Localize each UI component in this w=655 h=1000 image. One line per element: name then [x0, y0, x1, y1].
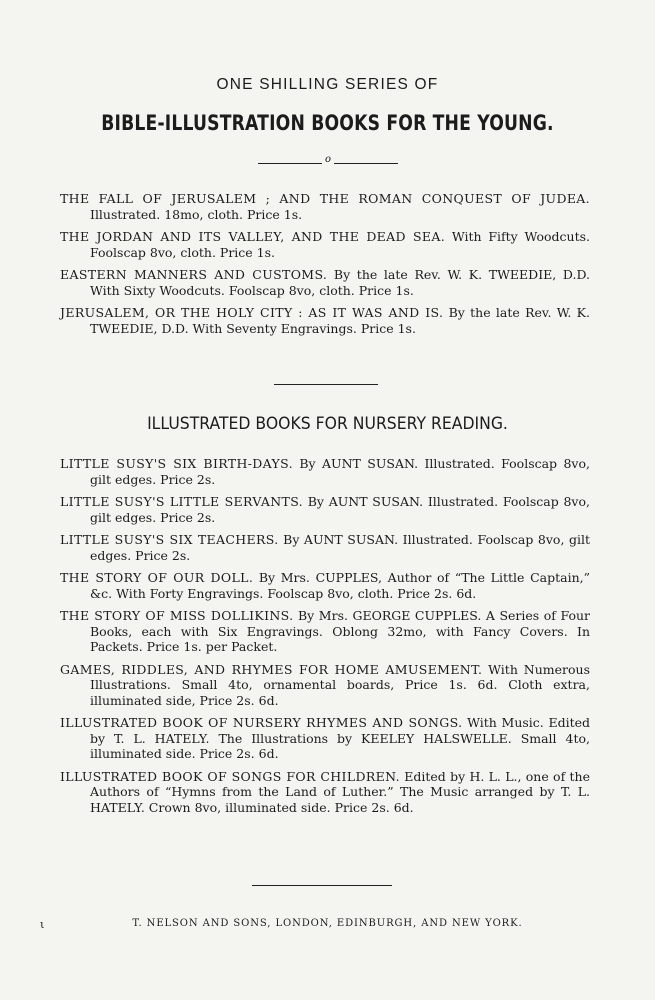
book-details: With Fifty Woodcuts. Foolscap 8vo, cloth. Price 1s.	[90, 229, 590, 260]
book-entry	[60, 532, 590, 563]
book-title: LITTLE SUSY'S SIX BIRTH-DAYS.	[60, 456, 293, 471]
book-entry	[60, 229, 590, 260]
book-details: By AUNT SUSAN. Illustrated. Foolscap 8vo, gilt edges. Price 2s.	[90, 532, 590, 563]
book-title: ILLUSTRATED BOOK OF SONGS FOR CHILDREN.	[60, 768, 400, 784]
book-details: By Mrs. GEORGE CUPPLES. A Series of Four Books, each with Six Engravings. Oblong 32mo, with Fancy Covers. In Packets. Price 1s. per Packet.	[90, 608, 590, 654]
book-details: By AUNT SUSAN. Illustrated. Foolscap 8vo, gilt edges. Price 2s.	[90, 494, 590, 525]
ornament-divider	[258, 154, 398, 169]
ornament-char: o	[324, 154, 332, 165]
book-details: With Numerous Illustrations. Small 4to, ornamental boards, Price 1s. 6d. Cloth extra, illuminated side, Price 2s. 6d.	[90, 661, 590, 708]
book-title: JERUSALEM, OR THE HOLY CITY : AS IT WAS AND IS.	[60, 305, 444, 320]
book-entry	[60, 305, 590, 336]
book-title: LITTLE SUSY'S LITTLE SERVANTS.	[60, 494, 303, 509]
page-mark: ι	[40, 918, 45, 931]
series-label: ONE SHILLING SERIES OF	[216, 76, 439, 93]
book-details: By the late Rev. W. K. TWEEDIE, D.D. With Sixty Woodcuts. Foolscap 8vo, cloth. Price 1s.	[90, 267, 591, 298]
publisher-imprint: T. NELSON AND SONS, LONDON, EDINBURGH, AND NEW YORK.	[132, 918, 523, 929]
book-entry	[60, 456, 590, 487]
book-entry	[60, 191, 590, 222]
book-title: THE FALL OF JERUSALEM ; AND THE ROMAN CONQUEST OF JUDEA.	[60, 191, 590, 206]
book-title: LITTLE SUSY'S SIX TEACHERS.	[60, 532, 279, 547]
book-title: GAMES, RIDDLES, AND RHYMES FOR HOME AMUSEMENT.	[60, 661, 483, 677]
book-title: THE STORY OF OUR DOLL.	[60, 570, 254, 585]
footer-divider	[252, 885, 392, 886]
book-entry	[60, 608, 590, 655]
book-details: Illustrated. 18mo, cloth. Price 1s.	[90, 206, 303, 222]
book-title: THE JORDAN AND ITS VALLEY, AND THE DEAD SEA.	[60, 229, 446, 244]
bible-book-list	[60, 191, 590, 343]
book-entry	[60, 715, 590, 762]
book-details: By AUNT SUSAN. Illustrated. Foolscap 8vo, gilt edges. Price 2s.	[90, 456, 590, 487]
book-entry	[60, 570, 590, 601]
section-divider	[274, 384, 378, 385]
book-details: By the late Rev. W. K. TWEEDIE, D.D. With Seventy Engravings. Price 1s.	[90, 305, 590, 336]
book-entry	[60, 267, 590, 298]
book-title: EASTERN MANNERS AND CUSTOMS.	[60, 267, 328, 282]
book-entry	[60, 494, 590, 525]
book-title: THE STORY OF MISS DOLLIKINS.	[60, 608, 294, 623]
nursery-section-title: ILLUSTRATED BOOKS FOR NURSERY READING.	[147, 414, 508, 434]
book-title: ILLUSTRATED BOOK OF NURSERY RHYMES AND SONGS.	[60, 715, 463, 730]
book-entry	[60, 662, 590, 709]
book-details: Edited by H. L. L., one of the Authors of “Hymns from the Land of Luther.” The Music arranged by T. L. HATELY. Crown 8vo, illuminated side. Price 2s. 6d.	[90, 768, 590, 815]
nursery-book-list	[60, 456, 590, 822]
book-entry	[60, 769, 590, 816]
book-details: By Mrs. CUPPLES, Author of “The Little Captain,” &c. With Forty Engravings. Foolscap 8vo, cloth. Price 2s. 6d.	[90, 570, 590, 601]
series-title: BIBLE-ILLUSTRATION BOOKS FOR THE YOUNG.	[101, 111, 554, 135]
book-details: With Music. Edited by T. L. HATELY. The Illustrations by KEELEY HALSWELLE. Small 4to, illuminated side. Price 2s. 6d.	[90, 715, 591, 761]
